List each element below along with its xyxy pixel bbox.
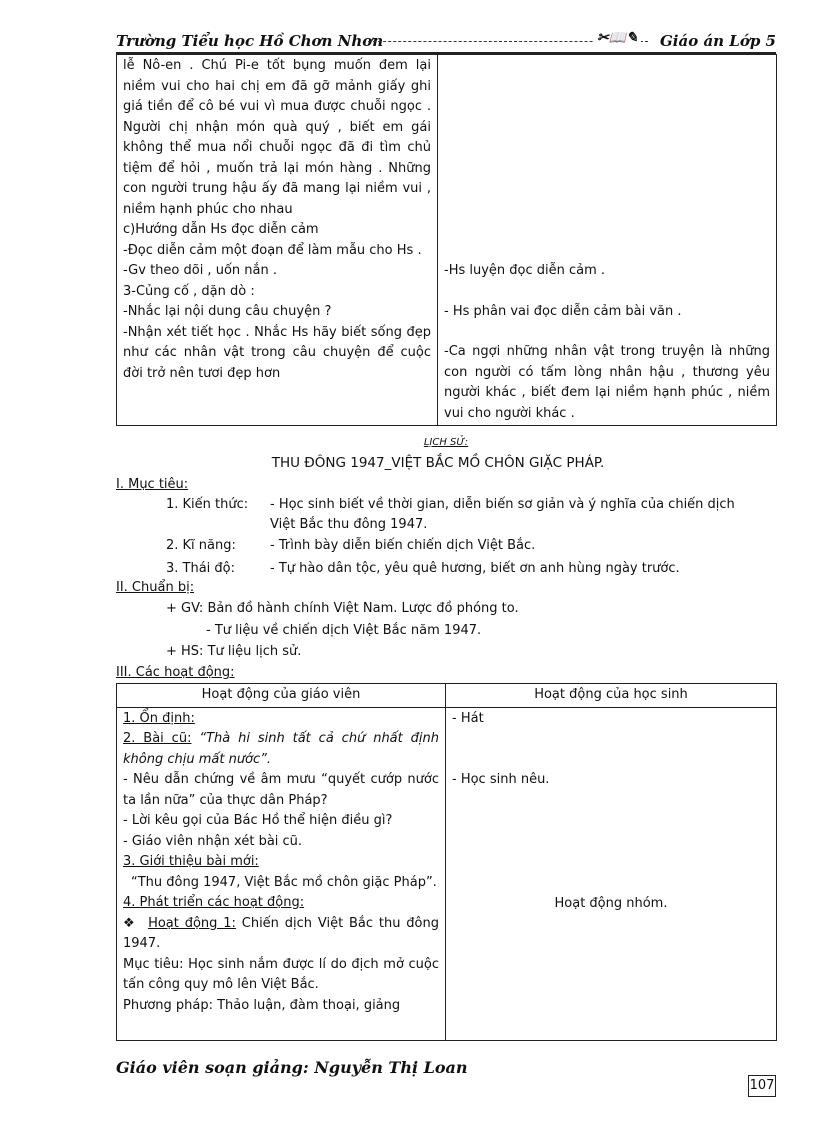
page-header bbox=[116, 30, 776, 54]
student-column bbox=[438, 55, 777, 426]
student-roleplay: - Hs phân vai đọc diễn cảm bài văn . bbox=[444, 303, 682, 319]
student-answer: -Ca ngợi những nhân vật trong truyện là những con người có tấm lòng nhân hậu , thương yêu người khác , biết đem lại niềm hạnh phúc , niềm vui cho người khác . bbox=[444, 344, 770, 421]
school-name: Trường Tiểu học Hồ Chơn Nhơn bbox=[116, 32, 384, 50]
recall-content: -Nhắc lại nội dung câu chuyện ? bbox=[123, 304, 332, 319]
story-summary: lễ Nô-en . Chú Pi-e tốt bụng muốn đem lại niềm vui cho hai chị em đã gỡ mảnh giấy ghi giá tiền để cô bé vui vì mua được chuỗi ngọc . Người chị nhận món quà quý , biết em gái không thể mua nổi chuỗi ngọc đã đi tìm chủ tiệm để hỏi , muốn trả lại món hàng . Những con người trung hậu ấy đã mang lại niềm vui , niềm hạnh phúc cho nhau bbox=[123, 58, 431, 217]
teacher-activity-header: Hoạt động của giáo viên bbox=[117, 684, 446, 708]
consolidation-heading: 3-Củng cố , dặn dò : bbox=[123, 283, 255, 299]
teacher-monitor: -Gv theo dõi , uốn nắn . bbox=[123, 263, 277, 278]
objective-skill-text: - Trình bày diễn biến chiến dịch Việt Bắc. bbox=[270, 538, 536, 553]
student-activity-header: Hoạt động của học sinh bbox=[446, 684, 777, 708]
activity-goal: Mục tiêu: Học sinh nắm được lí do địch mở cuộc tấn công quy mô lên Việt Bắc. bbox=[123, 956, 439, 992]
ornament-icon: ✂📖✎ bbox=[594, 30, 641, 46]
step-stabilize: 1. Ổn định: bbox=[123, 710, 195, 726]
objective-skill-label: 2. Kĩ năng: bbox=[166, 538, 236, 553]
lesson-continuation-table bbox=[116, 54, 777, 426]
question-appeal: - Lời kêu gọi của Bác Hồ thể hiện điều gì? bbox=[123, 813, 393, 828]
objective-knowledge-label: 1. Kiến thức: bbox=[166, 497, 249, 512]
step-develop: 4. Phát triển các hoạt động: bbox=[123, 895, 305, 910]
step-old-lesson bbox=[123, 729, 439, 770]
activities-table bbox=[116, 683, 777, 1041]
prep-student: + HS: Tư liệu lịch sử. bbox=[166, 644, 302, 659]
student-group-work: Hoạt động nhóm. bbox=[554, 895, 668, 911]
activity-method: Phương pháp: Thảo luận, đàm thoại, giảng bbox=[123, 997, 401, 1013]
objective-knowledge-text-2: Việt Bắc thu đông 1947. bbox=[270, 517, 428, 532]
activity-one-label: Hoạt động 1: bbox=[148, 915, 236, 931]
lesson-title: THU ĐÔNG 1947_VIỆT BẮC MỒ CHÔN GIẶC PHÁP. bbox=[271, 455, 605, 471]
step-new-lesson: 3. Giới thiệu bài mới: bbox=[123, 854, 259, 869]
old-lesson-label: 2. Bài cũ: bbox=[123, 731, 192, 746]
class-label: Giáo án Lớp 5 bbox=[659, 32, 776, 50]
teacher-column bbox=[117, 55, 438, 426]
student-sing: - Hát bbox=[452, 710, 484, 726]
lesson-review: -Nhận xét tiết học . Nhắc Hs hãy biết sống đẹp như các nhân vật trong câu chuyện để cuộc đời trở nên tươi đẹp hơn bbox=[123, 324, 431, 381]
activity-one bbox=[123, 914, 439, 955]
author-footer: Giáo viên soạn giảng: Nguyễn Thị Loan bbox=[116, 1058, 468, 1077]
activity-one-text: Chiến dịch Việt Bắc thu đông 1947. bbox=[123, 915, 440, 951]
diamond-bullet-icon: ❖ bbox=[123, 915, 137, 931]
new-lesson-title: “Thu đông 1947, Việt Bắc mồ chôn giặc Pháp”. bbox=[131, 874, 437, 890]
model-reading: -Đọc diễn cảm một đoạn để làm mẫu cho Hs . bbox=[123, 242, 422, 258]
subject-label: LỊCH SỬ: bbox=[423, 437, 469, 448]
objective-knowledge-text: - Học sinh biết về thời gian, diễn biến sơ giản và ý nghĩa của chiến dịch bbox=[270, 497, 735, 512]
objective-attitude-text: - Tự hào dân tộc, yêu quê hương, biết ơn anh hùng ngày trước. bbox=[270, 561, 680, 576]
page-number: 107 bbox=[748, 1075, 776, 1097]
objectives-heading: I. Mục tiêu: bbox=[116, 477, 189, 492]
activities-heading: III. Các hoạt động: bbox=[116, 665, 235, 680]
prep-teacher: + GV: Bản đồ hành chính Việt Nam. Lược đồ phóng to. bbox=[166, 601, 519, 616]
student-activities bbox=[446, 707, 777, 1040]
prep-teacher-doc: - Tư liệu về chiến dịch Việt Bắc năm 1947. bbox=[206, 623, 482, 638]
student-practice: -Hs luyện đọc diễn cảm . bbox=[444, 263, 606, 278]
reading-guide: c)Hướng dẫn Hs đọc diễn cảm bbox=[123, 222, 319, 237]
teacher-activities bbox=[117, 707, 446, 1040]
question-plot: - Nêu dẫn chứng về âm mưu “quyết cướp nước ta lần nữa” của thực dân Pháp? bbox=[123, 772, 439, 808]
old-lesson-quote: “Thà hi sinh tất cả chứ nhất định không chịu mất nước”. bbox=[123, 731, 439, 767]
student-state: - Học sinh nêu. bbox=[452, 772, 550, 787]
objective-attitude-label: 3. Thái độ: bbox=[166, 561, 236, 576]
teacher-review: - Giáo viên nhận xét bài cũ. bbox=[123, 833, 303, 849]
preparation-heading: II. Chuẩn bị: bbox=[116, 580, 195, 595]
